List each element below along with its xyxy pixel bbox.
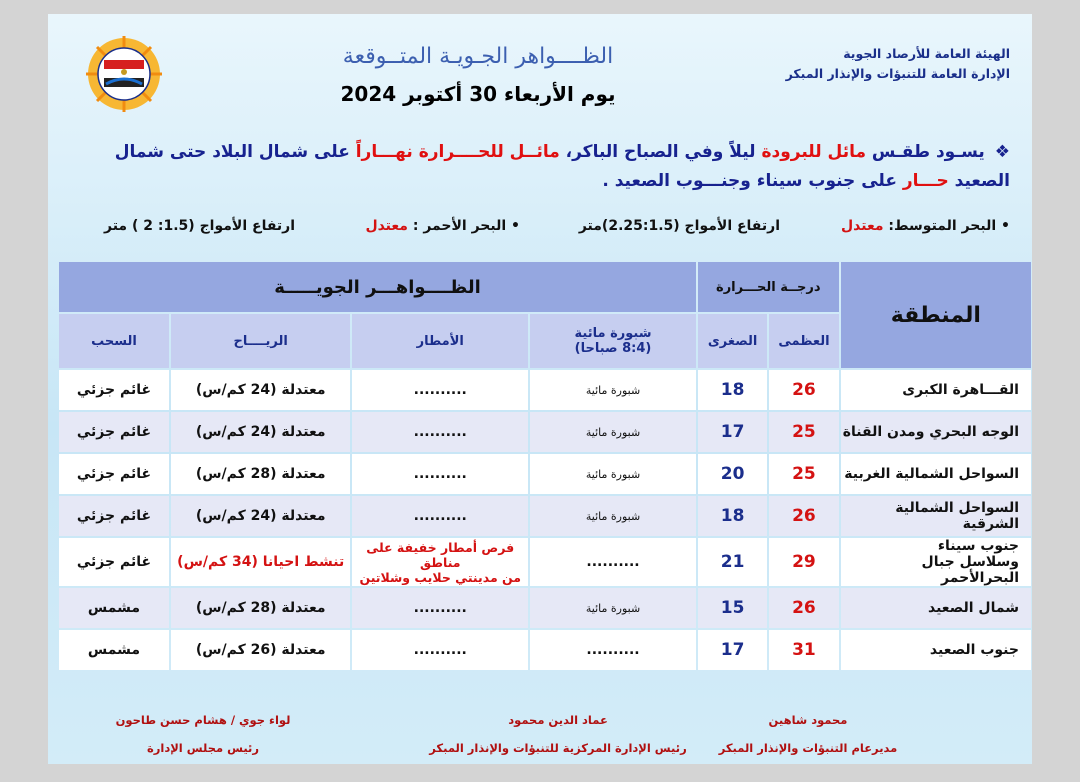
table-row: القـــاهرة الكبرى 26 18 شبورة مائية .......... معتدلة (24 كم/س) غائم جزئي <box>59 370 1031 410</box>
weather-description: ❖ يسـود طقـس مائل للبرودة ليلاً وفي الصباح الباكر، مائــل للحــــرارة نهـــاراً على شمال البلاد حتى شمال الصعيد حـــار على جنوب سيناء وجنـــوب الصعيد . <box>114 142 1010 191</box>
phenomena-header: الظــــواهـــر الجويـــــة <box>59 262 696 312</box>
signature-forecast-director: محمود شاهين مديرعام التنبؤات والإنذار المبكر <box>718 713 898 755</box>
forecast-table <box>57 260 1033 672</box>
ema-logo-icon <box>84 34 164 114</box>
clouds-header: السحب <box>59 314 169 368</box>
sea-state <box>104 218 1010 242</box>
mist-header: شبورة مائية (8:4 صباحا) <box>530 314 696 368</box>
mediterranean-sea-state: • البحر المتوسط: معتدل <box>841 218 1010 234</box>
signature-central-director: عماد الدين محمود رئيس الإدارة المركزية للتنبؤات والإنذار المبكر <box>429 713 687 755</box>
org-line-2: الإدارة العامة للتنبؤات والإنذار المبكر <box>785 66 1010 81</box>
red-sea-waves: ارتفاع الأمواج (1.5: 2 ) متر <box>104 218 296 234</box>
mediterranean-waves: ارتفاع الأمواج (2.25:1.5)متر <box>578 218 780 234</box>
table-row: السواحل الشمالية الشرقية 26 18 شبورة مائية .......... معتدلة (24 كم/س) غائم جزئي <box>59 496 1031 536</box>
temperature-header: درجــة الحـــرارة <box>698 262 839 312</box>
max-temp-header: العظمى <box>769 314 838 368</box>
wind-header: الريــــاح <box>171 314 351 368</box>
org-line-1: الهيئة العامة للأرصاد الجوية <box>843 46 1010 61</box>
table-row: جنوب سيناء وسلاسل جبال البحرالأحمر 29 21 .......... فرص أمطار خفيفة على مناطق من مدينتي حلايب وشلاتين تنشط احيانا (34 كم/س) غائم جزئي <box>59 538 1031 586</box>
table-row: جنوب الصعيد 31 17 .......... .......... معتدلة (26 كم/س) مشمس <box>59 630 1031 670</box>
table-row: السواحل الشمالية الغربية 25 20 شبورة مائية .......... معتدلة (28 كم/س) غائم جزئي <box>59 454 1031 494</box>
table-row: شمال الصعيد 26 15 شبورة مائية .......... معتدلة (28 كم/س) مشمس <box>59 588 1031 628</box>
signature-board-chairman: لواء جوي / هشام حسن طاحون رئيس مجلس الإدارة <box>115 713 291 755</box>
red-sea-state: • البحر الأحمر : معتدل <box>365 218 520 234</box>
region-header: المنطقة <box>841 262 1031 368</box>
forecast-sheet <box>48 14 1032 764</box>
forecast-date: يوم الأربعاء 30 أكتوبر 2024 <box>340 82 616 106</box>
page-title: الظــــواهر الجـويـة المتــوقعة <box>342 44 614 69</box>
organization-header <box>786 44 1010 84</box>
table-row: الوجه البحري ومدن القناة 25 17 شبورة مائية .......... معتدلة (24 كم/س) غائم جزئي <box>59 412 1031 452</box>
rain-header: الأمطار <box>352 314 528 368</box>
diamond-bullet-icon: ❖ <box>994 142 1010 162</box>
min-temp-header: الصغرى <box>698 314 767 368</box>
